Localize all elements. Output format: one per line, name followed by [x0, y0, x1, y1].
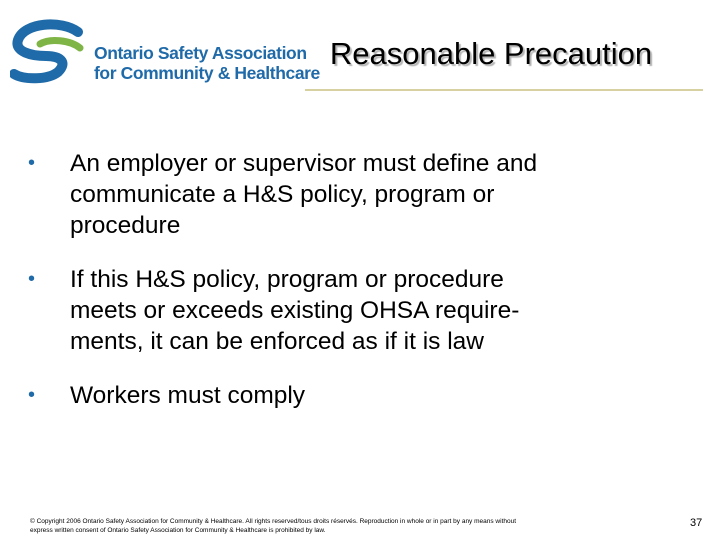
bullet-item: [28, 380, 668, 411]
osach-swoosh-icon: [10, 18, 92, 90]
bullet-line: ments, it can be enforced as if it is law: [70, 328, 484, 355]
logo-wordmark: [94, 43, 320, 83]
bullet-line: procedure: [70, 212, 181, 239]
bullet-line: meets or exceeds existing OHSA require-: [70, 297, 520, 324]
logo-line-1: Ontario Safety Association: [94, 43, 307, 63]
title-divider: [305, 89, 703, 91]
osach-logo: [10, 18, 320, 90]
copyright-footer: [30, 517, 650, 535]
bullet-line: Workers must comply: [70, 382, 306, 409]
bullet-item: [28, 148, 668, 241]
logo-line-2: for Community & Healthcare: [94, 63, 320, 83]
bullet-line: If this H&S policy, program or procedure: [70, 266, 504, 293]
bullet-line: communicate a H&S policy, program or: [70, 181, 495, 208]
copyright-line-1: © Copyright 2006 Ontario Safety Association for Community & Healthcare. All rights reserved/tous droits réservés. Reproduction in whole or in part by any means without: [30, 518, 517, 525]
bullet-item: [28, 264, 668, 357]
copyright-line-2: express written consent of Ontario Safety Association for Community & Healthcare is prohibited by law.: [30, 527, 326, 534]
page-number: 37: [690, 517, 703, 529]
bullet-list: [28, 148, 668, 434]
bullet-marker: •: [28, 384, 36, 406]
bullet-line: An employer or supervisor must define and: [70, 150, 538, 177]
bullet-marker: •: [28, 152, 36, 174]
slide-title: Reasonable Precaution: [329, 36, 653, 71]
bullet-marker: •: [28, 268, 36, 290]
